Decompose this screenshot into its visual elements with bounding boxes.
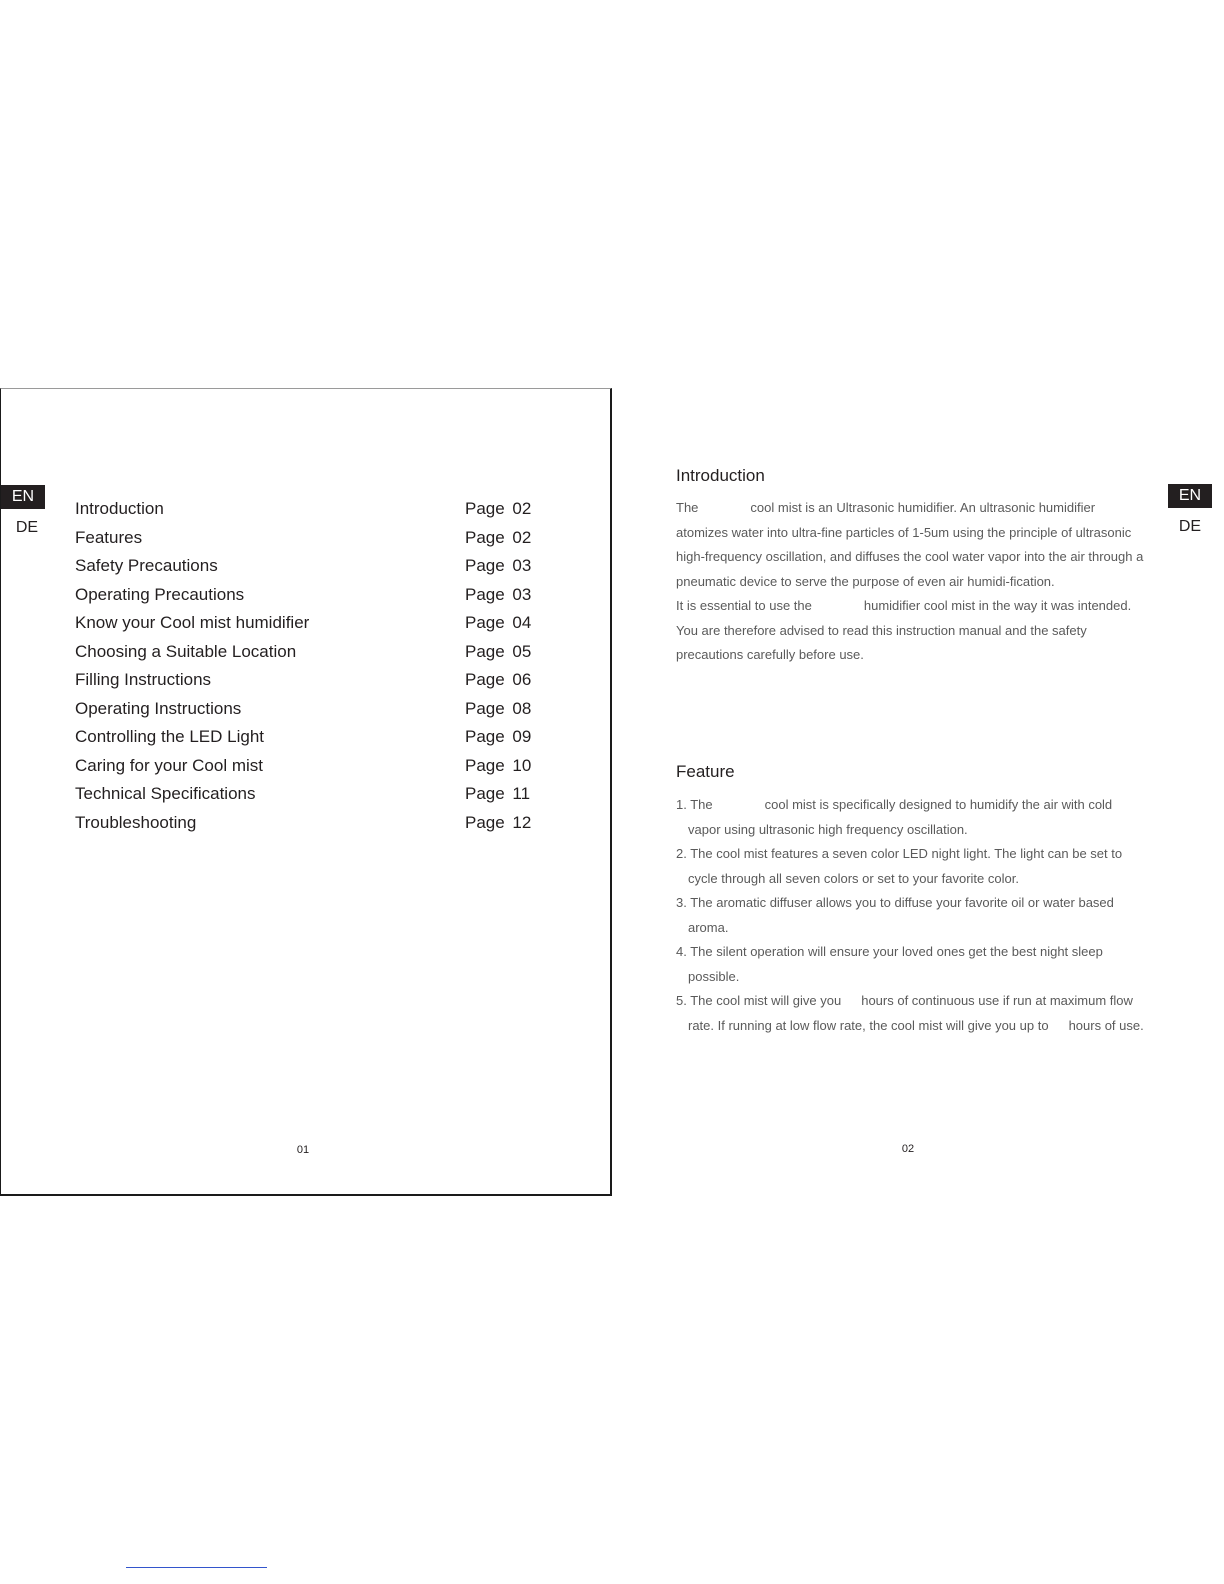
- toc-item-safety-precautions[interactable]: [75, 552, 535, 581]
- toc-item-caring[interactable]: [75, 752, 535, 781]
- toc-item-label: Introduction: [75, 499, 164, 518]
- toc-item-troubleshooting[interactable]: [75, 809, 535, 838]
- toc-item-led-light[interactable]: [75, 723, 535, 752]
- text-span: 5. The cool mist will give you: [676, 993, 842, 1008]
- toc-item-label: Know your Cool mist humidifier: [75, 613, 310, 632]
- toc-item-label: Operating Precautions: [75, 584, 245, 604]
- toc-item-filling-instructions[interactable]: [75, 666, 535, 695]
- page-left-contents: [0, 388, 612, 1196]
- text-span: cool mist is specifically designed to humidify the air with cold vapor using ultrasonic high frequency oscillation.: [688, 797, 1113, 837]
- toc-item-label: Features: [75, 527, 143, 547]
- list-item: [676, 989, 1146, 1038]
- toc-item-technical-specifications[interactable]: [75, 780, 535, 809]
- toc-item-label: Safety Precautions: [75, 556, 218, 575]
- toc-item-page: Page 06: [465, 670, 532, 689]
- list-item: [676, 891, 1146, 940]
- toc-item-label: Choosing a Suitable Location: [75, 641, 297, 661]
- lang-tab-en[interactable]: EN: [1168, 484, 1212, 508]
- text-span: 1. The: [676, 797, 713, 812]
- page-number: 01: [296, 1144, 310, 1156]
- toc-item-page: Page 02: [465, 499, 532, 518]
- toc-item-page: Page 08: [465, 698, 532, 718]
- toc-item-page: Page 02: [465, 527, 532, 547]
- introduction-heading: Introduction: [676, 466, 765, 485]
- text-span: 3. The aromatic diffuser allows you to diffuse your favorite oil or water based aroma.: [676, 895, 1114, 935]
- toc-item-label: Operating Instructions: [75, 698, 242, 718]
- text-span: hours of continuous use if run at maximum flow rate. If running at low flow rate, the cool mist will give you up to: [688, 993, 1133, 1033]
- toc-item-operating-instructions[interactable]: [75, 695, 535, 724]
- lang-tab-de[interactable]: DE: [15, 519, 39, 536]
- lang-tab-en[interactable]: EN: [1, 485, 45, 509]
- footer-link-underline[interactable]: [126, 1567, 267, 1568]
- page-right-introduction: [612, 388, 1224, 1196]
- text-span: The: [676, 500, 699, 515]
- toc-item-label: Troubleshooting: [75, 812, 197, 832]
- toc-item-features[interactable]: [75, 524, 535, 553]
- toc-item-page: Page 12: [465, 812, 532, 832]
- text-span: cool mist is an Ultrasonic humidifier. An ultrasonic humidifier atomizes water into ultra-fine particles of 1-5um using the principle of ultrasonic high-frequency oscillation, and diffuses the cool water vapor into the air through a pneumatic device to serve the purpose of even air humidi-fication.: [676, 500, 1144, 589]
- table-of-contents: [75, 495, 535, 837]
- toc-item-page: Page 10: [465, 755, 532, 775]
- toc-item-label: Filling Instructions: [75, 670, 212, 689]
- toc-item-page: Page 03: [465, 556, 532, 575]
- list-item: [676, 793, 1146, 842]
- page-number: 02: [901, 1143, 915, 1155]
- toc-item-page: Page 11: [465, 784, 531, 803]
- introduction-text: [676, 496, 1146, 668]
- list-item: [676, 842, 1146, 891]
- toc-item-know-your-humidifier[interactable]: [75, 609, 535, 638]
- introduction-paragraph-2: [676, 594, 1146, 668]
- text-span: 2. The cool mist features a seven color LED night light. The light can be set to cycle through all seven colors or set to your favorite color.: [676, 846, 1123, 886]
- toc-item-introduction[interactable]: [75, 495, 535, 524]
- toc-item-label: Controlling the LED Light: [75, 727, 265, 746]
- toc-item-choosing-location[interactable]: [75, 638, 535, 667]
- text-span: 4. The silent operation will ensure your loved ones get the best night sleep possible.: [676, 944, 1103, 984]
- toc-item-page: Page 05: [465, 641, 532, 661]
- introduction-paragraph-1: [676, 496, 1146, 594]
- toc-item-label: Technical Specifications: [75, 784, 256, 803]
- lang-tab-de[interactable]: DE: [1178, 518, 1202, 535]
- toc-item-label: Caring for your Cool mist: [75, 755, 264, 775]
- text-span: It is essential to use the: [676, 598, 812, 613]
- text-span: hours of use.: [1068, 1017, 1144, 1033]
- toc-item-operating-precautions[interactable]: [75, 581, 535, 610]
- feature-heading: Feature: [676, 762, 735, 781]
- text-span: humidifier cool mist in the way it was intended. You are therefore advised to read this instruction manual and the safety precautions carefully before use.: [676, 598, 1132, 662]
- toc-item-page: Page 09: [465, 727, 532, 746]
- list-item: [676, 940, 1146, 989]
- feature-list: [676, 793, 1146, 1038]
- toc-item-page: Page 03: [465, 584, 532, 604]
- toc-item-page: Page 04: [465, 613, 532, 632]
